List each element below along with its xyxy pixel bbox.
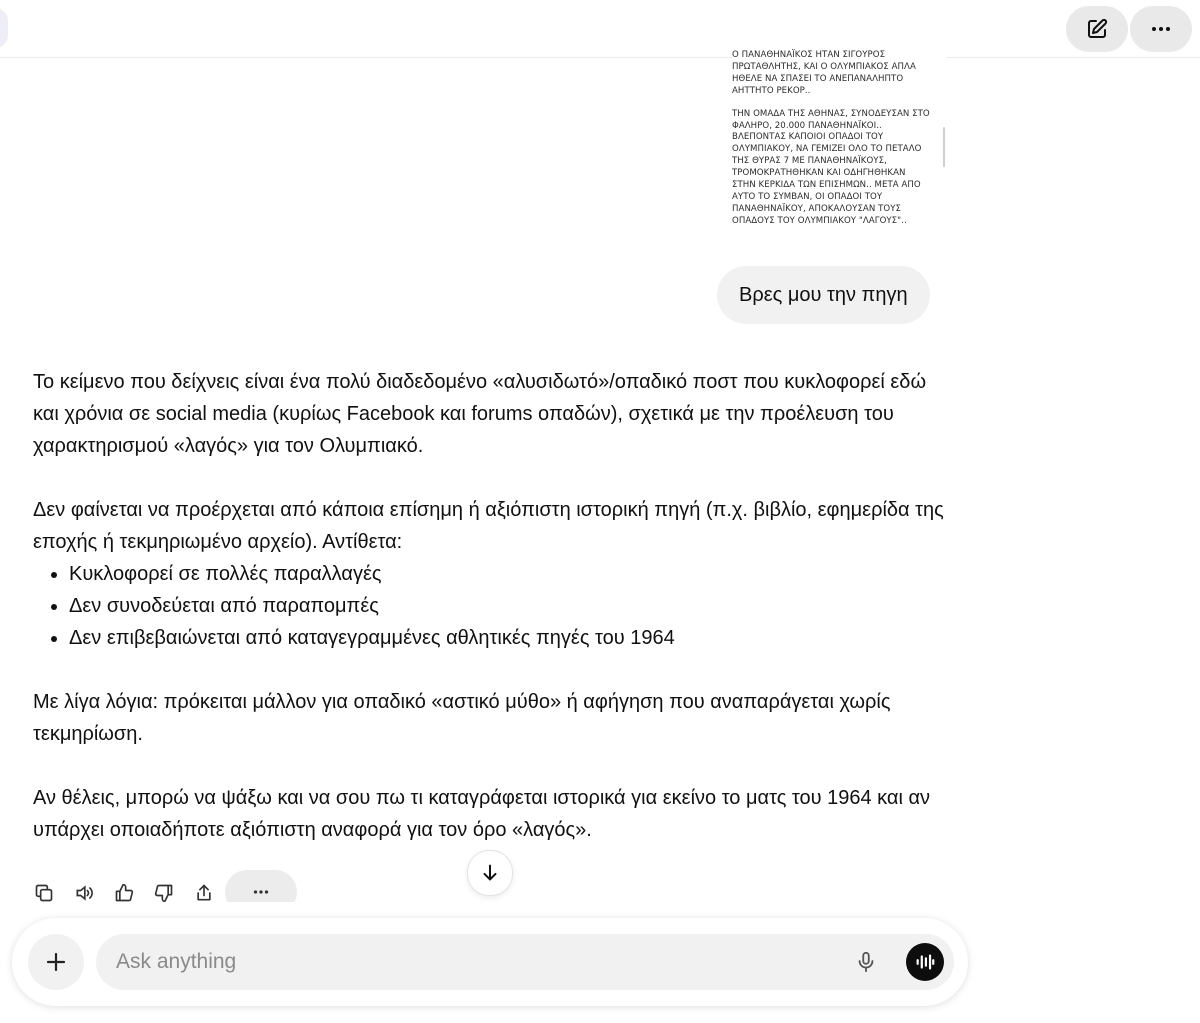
arrow-down-icon: [479, 862, 501, 884]
answer-paragraph: Δεν φαίνεται να προέρχεται από κάποια επίσημη ή αξιόπιστη ιστορική πηγή (π.χ. βιβλίο, εφημερίδα της εποχής ή τεκμηριωμένο αρχείο). Αντίθετα:: [33, 499, 944, 553]
good-response-button[interactable]: [113, 882, 135, 904]
attached-image-line: ΤΗΣ ΘΥΡΑΣ 7 ΜΕ ΠΑΝΑΘΗΝΑΪΚΟΥΣ,: [732, 156, 887, 167]
sidebar-toggle[interactable]: [0, 8, 8, 48]
answer-paragraph: Το κείμενο που δείχνεις είναι ένα πολύ διαδεδομένο «αλυσιδωτό»/οπαδικό ποστ που κυκλοφορεί εδώ και χρόνια σε social media (κυρίως Facebook και forums οπαδών), σχετικά με την προέλευση του χαρακτηρισμού «λαγός» για τον Ολυμπιακό.: [33, 371, 927, 457]
attached-image-line: ΟΠΑΔΟΥΣ ΤΟΥ ΟΛΥΜΠΙΑΚΟΥ "ΛΑΓΟΥΣ"..: [732, 215, 907, 226]
list-item: • Δεν συνοδεύεται από παραπομπές: [69, 590, 953, 622]
dictate-button[interactable]: [852, 948, 880, 976]
list-item: • Κυκλοφορεί σε πολλές παραλλαγές: [69, 558, 953, 590]
user-message-text: Βρες μου την πηγη: [739, 283, 908, 306]
list-item: • Δεν επιβεβαιώνεται από καταγεγραμμένες αθλητικές πηγές του 1964: [69, 622, 953, 654]
attached-image[interactable]: [732, 44, 946, 250]
attached-image-line: ΒΛΕΠΟΝΤΑΣ ΚΑΠΟΙΟΙ ΟΠΑΔΟΙ ΤΟΥ: [732, 132, 884, 143]
add-attachment-button[interactable]: [28, 934, 84, 990]
attached-image-line: ΑΗΤΤΗΤΟ ΡΕΚΟΡ..: [732, 85, 811, 96]
read-aloud-icon: [73, 883, 95, 903]
voice-waveform-icon: [914, 951, 936, 973]
attached-image-gap: [732, 98, 946, 109]
answer-paragraph: Αν θέλεις, μπορώ να ψάξω και να σου πω τι καταγράφεται ιστορικά για εκείνο το ματς του 1964 και αν υπάρχει οποιαδήποτε αξιόπιστη αναφορά για τον όρο «λαγός».: [33, 787, 931, 841]
prompt-input[interactable]: [116, 934, 836, 990]
share-button[interactable]: [193, 882, 215, 904]
attached-image-text: [732, 50, 946, 228]
prompt-input-container: [96, 934, 954, 990]
scroll-to-bottom-button[interactable]: [467, 850, 513, 896]
more-horizontal-icon: [250, 881, 272, 903]
user-message-bubble: [717, 266, 930, 324]
options-button[interactable]: [1130, 6, 1192, 52]
attached-image-line: ΤΡΟΜΟΚΡΑΤΗΘΗΚΑΝ ΚΑΙ ΟΔΗΓΗΘΗΚΑΝ: [732, 168, 906, 179]
plus-icon: [44, 950, 68, 974]
microphone-icon: [855, 950, 877, 974]
attached-image-line: ΟΛΥΜΠΙΑΚΟΥ, ΝΑ ΓΕΜΙΖΕΙ ΟΛΟ ΤΟ ΠΕΤΑΛΟ: [732, 144, 922, 155]
share-icon: [194, 883, 214, 903]
thumbs-down-icon: [154, 883, 174, 903]
copy-button[interactable]: [33, 882, 55, 904]
attached-image-line: ΣΤΗΝ ΚΕΡΚΙΔΑ ΤΩΝ ΕΠΙΣΗΜΩΝ.. ΜΕΤΑ ΑΠΟ: [732, 180, 921, 191]
voice-mode-button[interactable]: [906, 943, 944, 981]
top-bar: [0, 0, 1200, 58]
new-chat-button[interactable]: [1066, 6, 1128, 52]
bad-response-button[interactable]: [153, 882, 175, 904]
read-aloud-button[interactable]: [73, 882, 95, 904]
attached-image-line: ΤΗΝ ΟΜΑΔΑ ΤΗΣ ΑΘΗΝΑΣ, ΣΥΝΟΔΕΥΣΑΝ ΣΤΟ: [732, 108, 930, 119]
copy-icon: [34, 883, 54, 903]
attached-image-line: ΗΘΕΛΕ ΝΑ ΣΠΑΣΕΙ ΤΟ ΑΝΕΠΑΝΑΛΗΠΤΟ: [732, 73, 904, 84]
more-horizontal-icon: [1149, 17, 1173, 41]
assistant-message: [33, 366, 953, 846]
answer-bullet-list: [33, 558, 953, 654]
edit-icon: [1085, 17, 1109, 41]
attached-image-line: ΦΑΛΗΡΟ, 20.000 ΠΑΝΑΘΗΝΑΪΚΟΙ..: [732, 120, 882, 131]
attached-image-line: ΠΡΩΤΑΘΛΗΤΗΣ, ΚΑΙ Ο ΟΛΥΜΠΙΑΚΟΣ ΑΠΛΑ: [732, 61, 916, 72]
answer-paragraph: Με λίγα λόγια: πρόκειται μάλλον για οπαδικό «αστικό μύθο» ή αφήγηση που αναπαράγεται χωρίς τεκμηρίωση.: [33, 691, 891, 745]
attached-image-scrollbar: [943, 127, 945, 167]
attached-image-line: Ο ΠΑΝΑΘΗΝΑΪΚΟΣ ΗΤΑΝ ΣΙΓΟΥΡΟΣ: [732, 50, 886, 60]
composer: [12, 918, 968, 1006]
attached-image-line: ΑΥΤΟ ΤΟ ΣΥΜΒΑΝ, ΟΙ ΟΠΑΔΟΙ ΤΟΥ: [732, 191, 883, 202]
attached-image-line: ΠΑΝΑΘΗΝΑΪΚΟΥ, ΑΠΟΚΑΛΟΥΣΑΝ ΤΟΥΣ: [732, 203, 902, 214]
thumbs-up-icon: [114, 883, 134, 903]
